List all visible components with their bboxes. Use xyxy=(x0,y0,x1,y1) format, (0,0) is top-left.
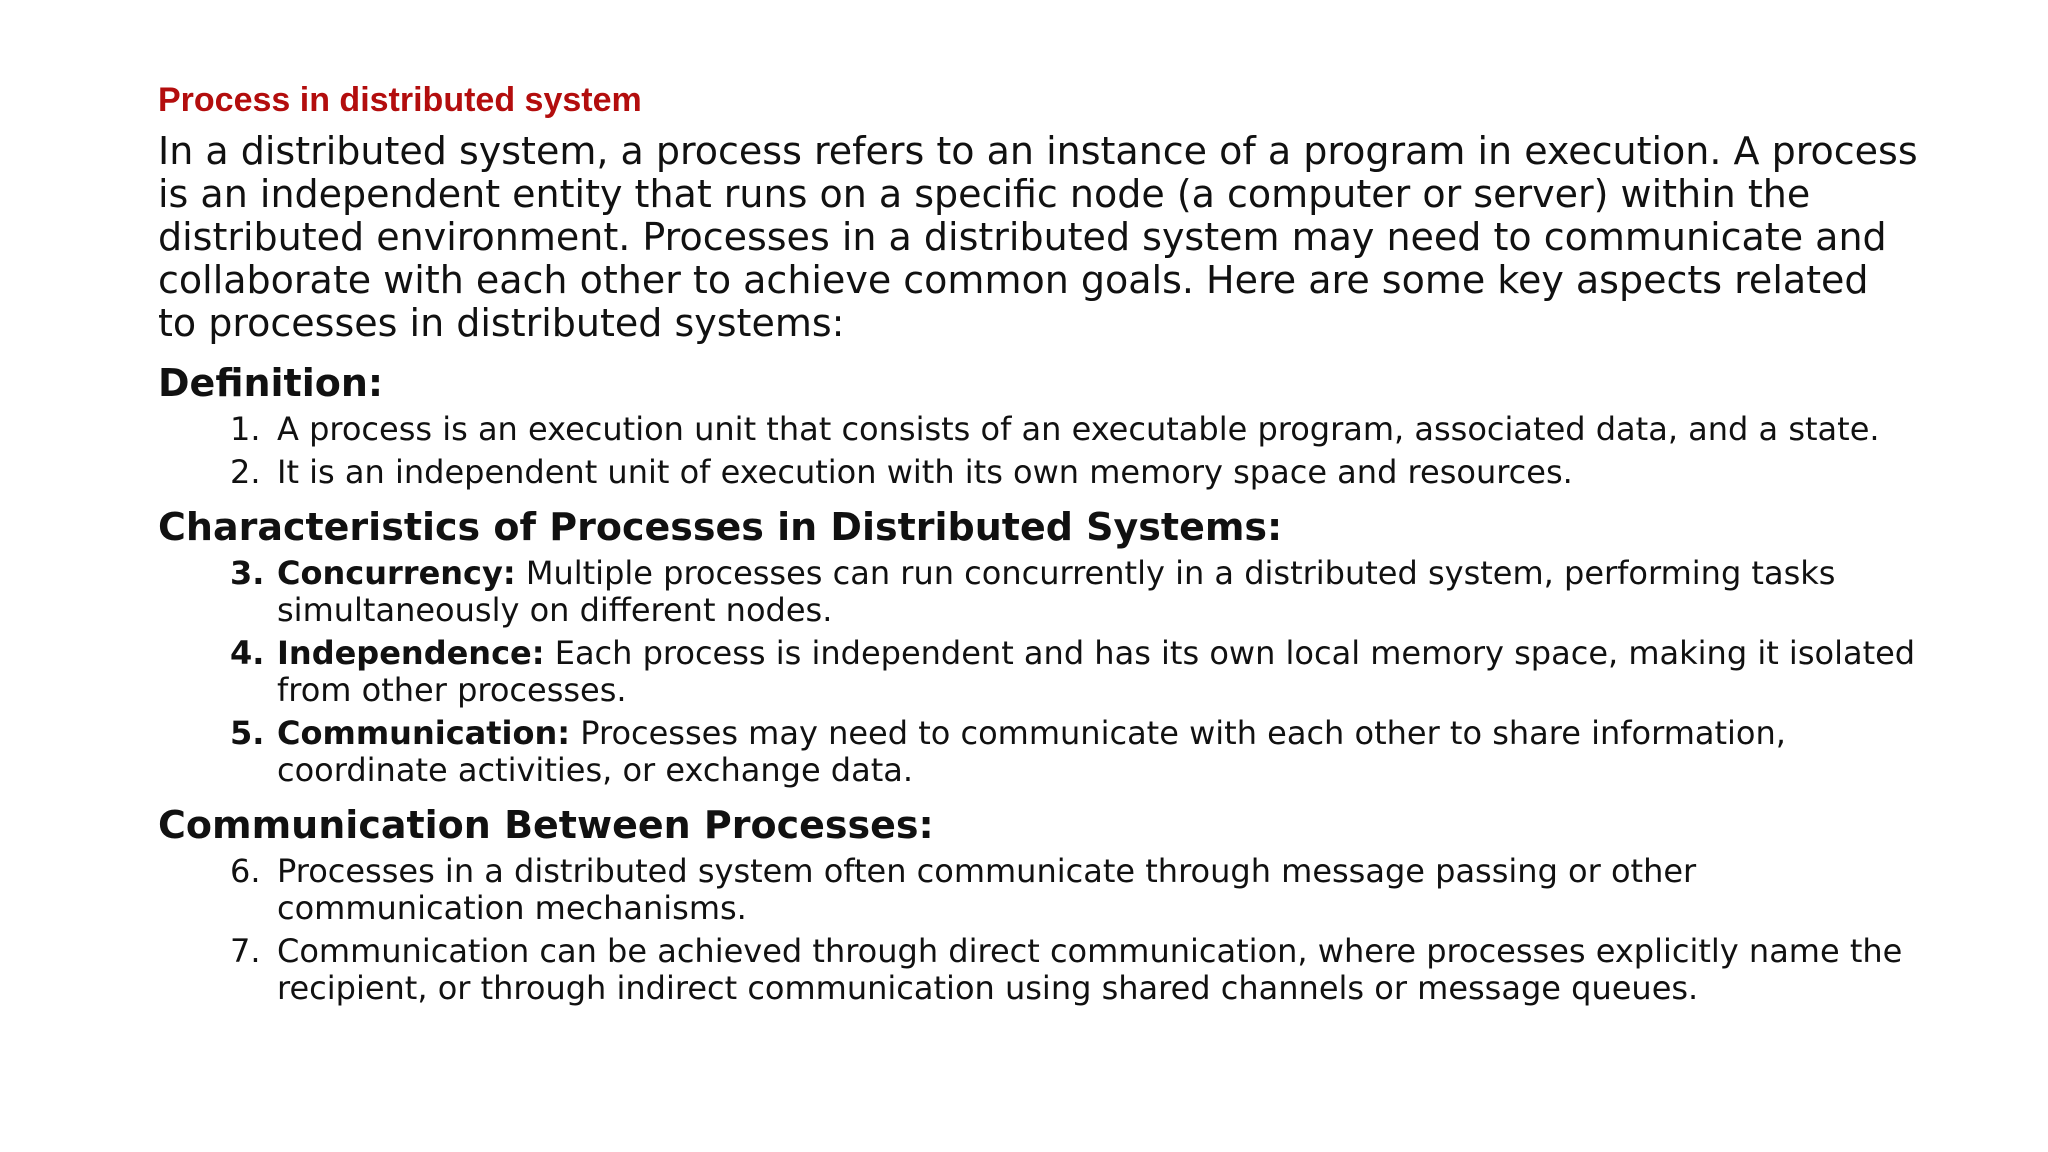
list-number: 2. xyxy=(230,453,261,491)
list-number: 1. xyxy=(230,410,261,448)
section-heading-characteristics: Characteristics of Processes in Distributed Systems: xyxy=(158,505,1283,549)
list-item-term: Concurrency: xyxy=(277,554,516,592)
list-item xyxy=(158,715,1918,789)
list-item xyxy=(158,853,1918,927)
section-heading-definition: Definition: xyxy=(158,361,384,405)
list-item-text: It is an independent unit of execution with its own memory space and resources. xyxy=(277,453,1573,491)
list-item-text: A process is an execution unit that consists of an executable program, associated data, and a state. xyxy=(277,410,1880,448)
intro-paragraph: In a distributed system, a process refers to an instance of a program in execution. A process is an independent entity that runs on a specific node (a computer or server) within the distributed environment. Processes in a distributed system may need to communicate and collaborate with each other to achieve common goals. Here are some key aspects related to processes in distributed systems: xyxy=(158,129,1918,345)
list-number: 5. xyxy=(230,714,265,752)
list-item-term: Independence: xyxy=(277,634,545,672)
list-number: 7. xyxy=(230,932,261,970)
list-item xyxy=(158,411,1918,448)
list-item-text: Multiple processes can run concurrently in a distributed system, performing tasks simultaneously on different nodes. xyxy=(277,554,1836,629)
list-item-text: Processes may need to communicate with each other to share information, coordinate activities, or exchange data. xyxy=(277,714,1786,789)
list-item-text: Communication can be achieved through direct communication, where processes explicitly name the recipient, or through indirect communication using shared channels or message queues. xyxy=(277,932,1903,1007)
list-item xyxy=(158,454,1918,491)
list-number: 3. xyxy=(230,554,265,592)
list-item xyxy=(158,555,1918,629)
list-item-text: Processes in a distributed system often communicate through message passing or other communication mechanisms. xyxy=(277,852,1697,927)
list-item xyxy=(158,933,1918,1007)
list-number: 4. xyxy=(230,634,265,672)
characteristics-list xyxy=(158,555,1918,789)
slide-content xyxy=(158,78,1918,1019)
list-item-term: Communication: xyxy=(277,714,571,752)
definition-list xyxy=(158,411,1918,491)
communication-list xyxy=(158,853,1918,1007)
slide-title: Process in distributed system xyxy=(158,81,642,119)
list-item-text: Each process is independent and has its own local memory space, making it isolated from other processes. xyxy=(277,634,1916,709)
list-number: 6. xyxy=(230,852,261,890)
section-heading-communication: Communication Between Processes: xyxy=(158,803,934,847)
list-item xyxy=(158,635,1918,709)
